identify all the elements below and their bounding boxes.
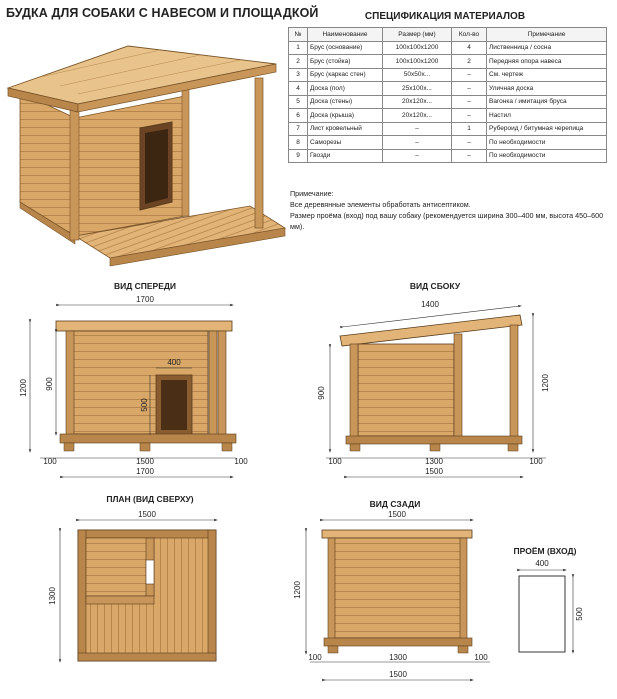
dim-side-h-left: 900 bbox=[317, 386, 326, 400]
back-view-drawing bbox=[322, 530, 472, 653]
spec-cell: 4 bbox=[289, 82, 308, 96]
spec-cell: 2 bbox=[452, 55, 487, 69]
spec-cell: 4 bbox=[452, 41, 487, 55]
dim-opening-h: 500 bbox=[575, 607, 584, 621]
col-header: Примечание bbox=[487, 28, 607, 42]
dim-front-top: 1700 bbox=[136, 295, 154, 304]
dim-front-h-wall: 900 bbox=[45, 377, 54, 391]
spec-cell: Брус (каркас стен) bbox=[308, 68, 383, 82]
spec-cell: 8 bbox=[289, 136, 308, 150]
dim-back-b-mid: 1300 bbox=[389, 653, 407, 662]
spec-cell: – bbox=[452, 149, 487, 163]
dim-plan-left: 1300 bbox=[48, 587, 57, 605]
dim-front-right: 100 bbox=[234, 457, 248, 466]
dim-back-b-right: 100 bbox=[474, 653, 488, 662]
spec-cell: – bbox=[452, 109, 487, 123]
spec-cell: 5 bbox=[289, 95, 308, 109]
spec-cell: Брус (основание) bbox=[308, 41, 383, 55]
dim-back-bottom: 1500 bbox=[389, 670, 407, 679]
dim-side-right: 100 bbox=[529, 457, 543, 466]
dim-side-bottom: 1500 bbox=[425, 467, 443, 476]
spec-cell: Саморезы bbox=[308, 136, 383, 150]
note-line: Размер проёма (вход) под вашу собаку (рекомендуется ширина 300–400 мм, высота 450–600 мм). bbox=[290, 211, 604, 231]
spec-cell: По необходимости bbox=[487, 149, 607, 163]
spec-cell: См. чертеж bbox=[487, 68, 607, 82]
dim-side-mid: 1300 bbox=[425, 457, 443, 466]
spec-cell: 100х100х1200 bbox=[383, 55, 452, 69]
dim-front-bottom: 1700 bbox=[136, 467, 154, 476]
spec-cell: 6 bbox=[289, 109, 308, 123]
side-view-title: ВИД СБОКУ bbox=[409, 281, 461, 291]
opening-view-title: ПРОЁМ (ВХОД) bbox=[513, 546, 577, 556]
dim-side-top: 1400 bbox=[421, 300, 439, 309]
dim-front-left: 100 bbox=[43, 457, 57, 466]
spec-cell: – bbox=[452, 136, 487, 150]
front-view-title: ВИД СПЕРЕДИ bbox=[113, 281, 177, 291]
spec-cell: Доска (крыша) bbox=[308, 109, 383, 123]
dim-door-w: 400 bbox=[167, 358, 181, 367]
dim-side-left: 100 bbox=[328, 457, 342, 466]
note-heading: Примечание: bbox=[290, 189, 334, 198]
spec-cell: 20х120х... bbox=[383, 109, 452, 123]
spec-cell: 20х120х... bbox=[383, 95, 452, 109]
spec-cell: – bbox=[452, 95, 487, 109]
back-view-title: ВИД СЗАДИ bbox=[369, 499, 421, 509]
spec-cell: Передняя опора навеса bbox=[487, 55, 607, 69]
dim-back-b-left: 100 bbox=[308, 653, 322, 662]
spec-cell: 2 bbox=[289, 55, 308, 69]
plan-view-title: ПЛАН (ВИД СВЕРХУ) bbox=[106, 494, 194, 504]
plan-view-drawing bbox=[78, 530, 216, 661]
spec-cell: Настил bbox=[487, 109, 607, 123]
spec-cell: Вагонка / имитация бруса bbox=[487, 95, 607, 109]
spec-cell: 25х100х... bbox=[383, 82, 452, 96]
dim-front-mid: 1500 bbox=[136, 457, 154, 466]
spec-cell: 1 bbox=[452, 122, 487, 136]
spec-cell: Гвозди bbox=[308, 149, 383, 163]
side-view-drawing bbox=[340, 315, 522, 451]
doghouse-illustration bbox=[8, 46, 285, 266]
opening-drawing bbox=[519, 576, 565, 652]
spec-cell: 100х100х1200 bbox=[383, 41, 452, 55]
spec-cell: Лиственница / сосна bbox=[487, 41, 607, 55]
spec-cell: 7 bbox=[289, 122, 308, 136]
spec-cell: 9 bbox=[289, 149, 308, 163]
dim-front-h-total: 1200 bbox=[19, 379, 28, 397]
dim-plan-top: 1500 bbox=[138, 510, 156, 519]
front-view-drawing bbox=[56, 321, 236, 451]
dim-opening-w: 400 bbox=[535, 559, 549, 568]
spec-cell: Уличная доска bbox=[487, 82, 607, 96]
dim-back-top: 1500 bbox=[388, 510, 406, 519]
spec-cell: – bbox=[452, 82, 487, 96]
spec-cell: 50х50х... bbox=[383, 68, 452, 82]
dim-back-left: 1200 bbox=[293, 581, 302, 599]
spec-cell: – bbox=[383, 122, 452, 136]
spec-cell: Рубероид / битумная черепица bbox=[487, 122, 607, 136]
page-title: БУДКА ДЛЯ СОБАКИ С НАВЕСОМ И ПЛОЩАДКОЙ bbox=[6, 6, 319, 20]
dim-side-h-right: 1200 bbox=[541, 374, 550, 392]
col-header: Размер (мм) bbox=[383, 28, 452, 42]
note-line: Все деревянные элементы обработать антисептиком. bbox=[290, 200, 471, 209]
col-header: Кол-во bbox=[452, 28, 487, 42]
dim-door-h: 500 bbox=[140, 398, 149, 412]
spec-cell: – bbox=[452, 68, 487, 82]
spec-cell: 3 bbox=[289, 68, 308, 82]
col-header: № bbox=[289, 28, 308, 42]
spec-cell: Доска (пол) bbox=[308, 82, 383, 96]
spec-cell: Лист кровельный bbox=[308, 122, 383, 136]
spec-cell: – bbox=[383, 136, 452, 150]
spec-cell: – bbox=[383, 149, 452, 163]
spec-cell: Брус (стойка) bbox=[308, 55, 383, 69]
spec-cell: 1 bbox=[289, 41, 308, 55]
spec-cell: По необходимости bbox=[487, 136, 607, 150]
spec-title: СПЕЦИФИКАЦИЯ МАТЕРИАЛОВ bbox=[364, 11, 526, 22]
spec-cell: Доска (стены) bbox=[308, 95, 383, 109]
col-header: Наименование bbox=[308, 28, 383, 42]
